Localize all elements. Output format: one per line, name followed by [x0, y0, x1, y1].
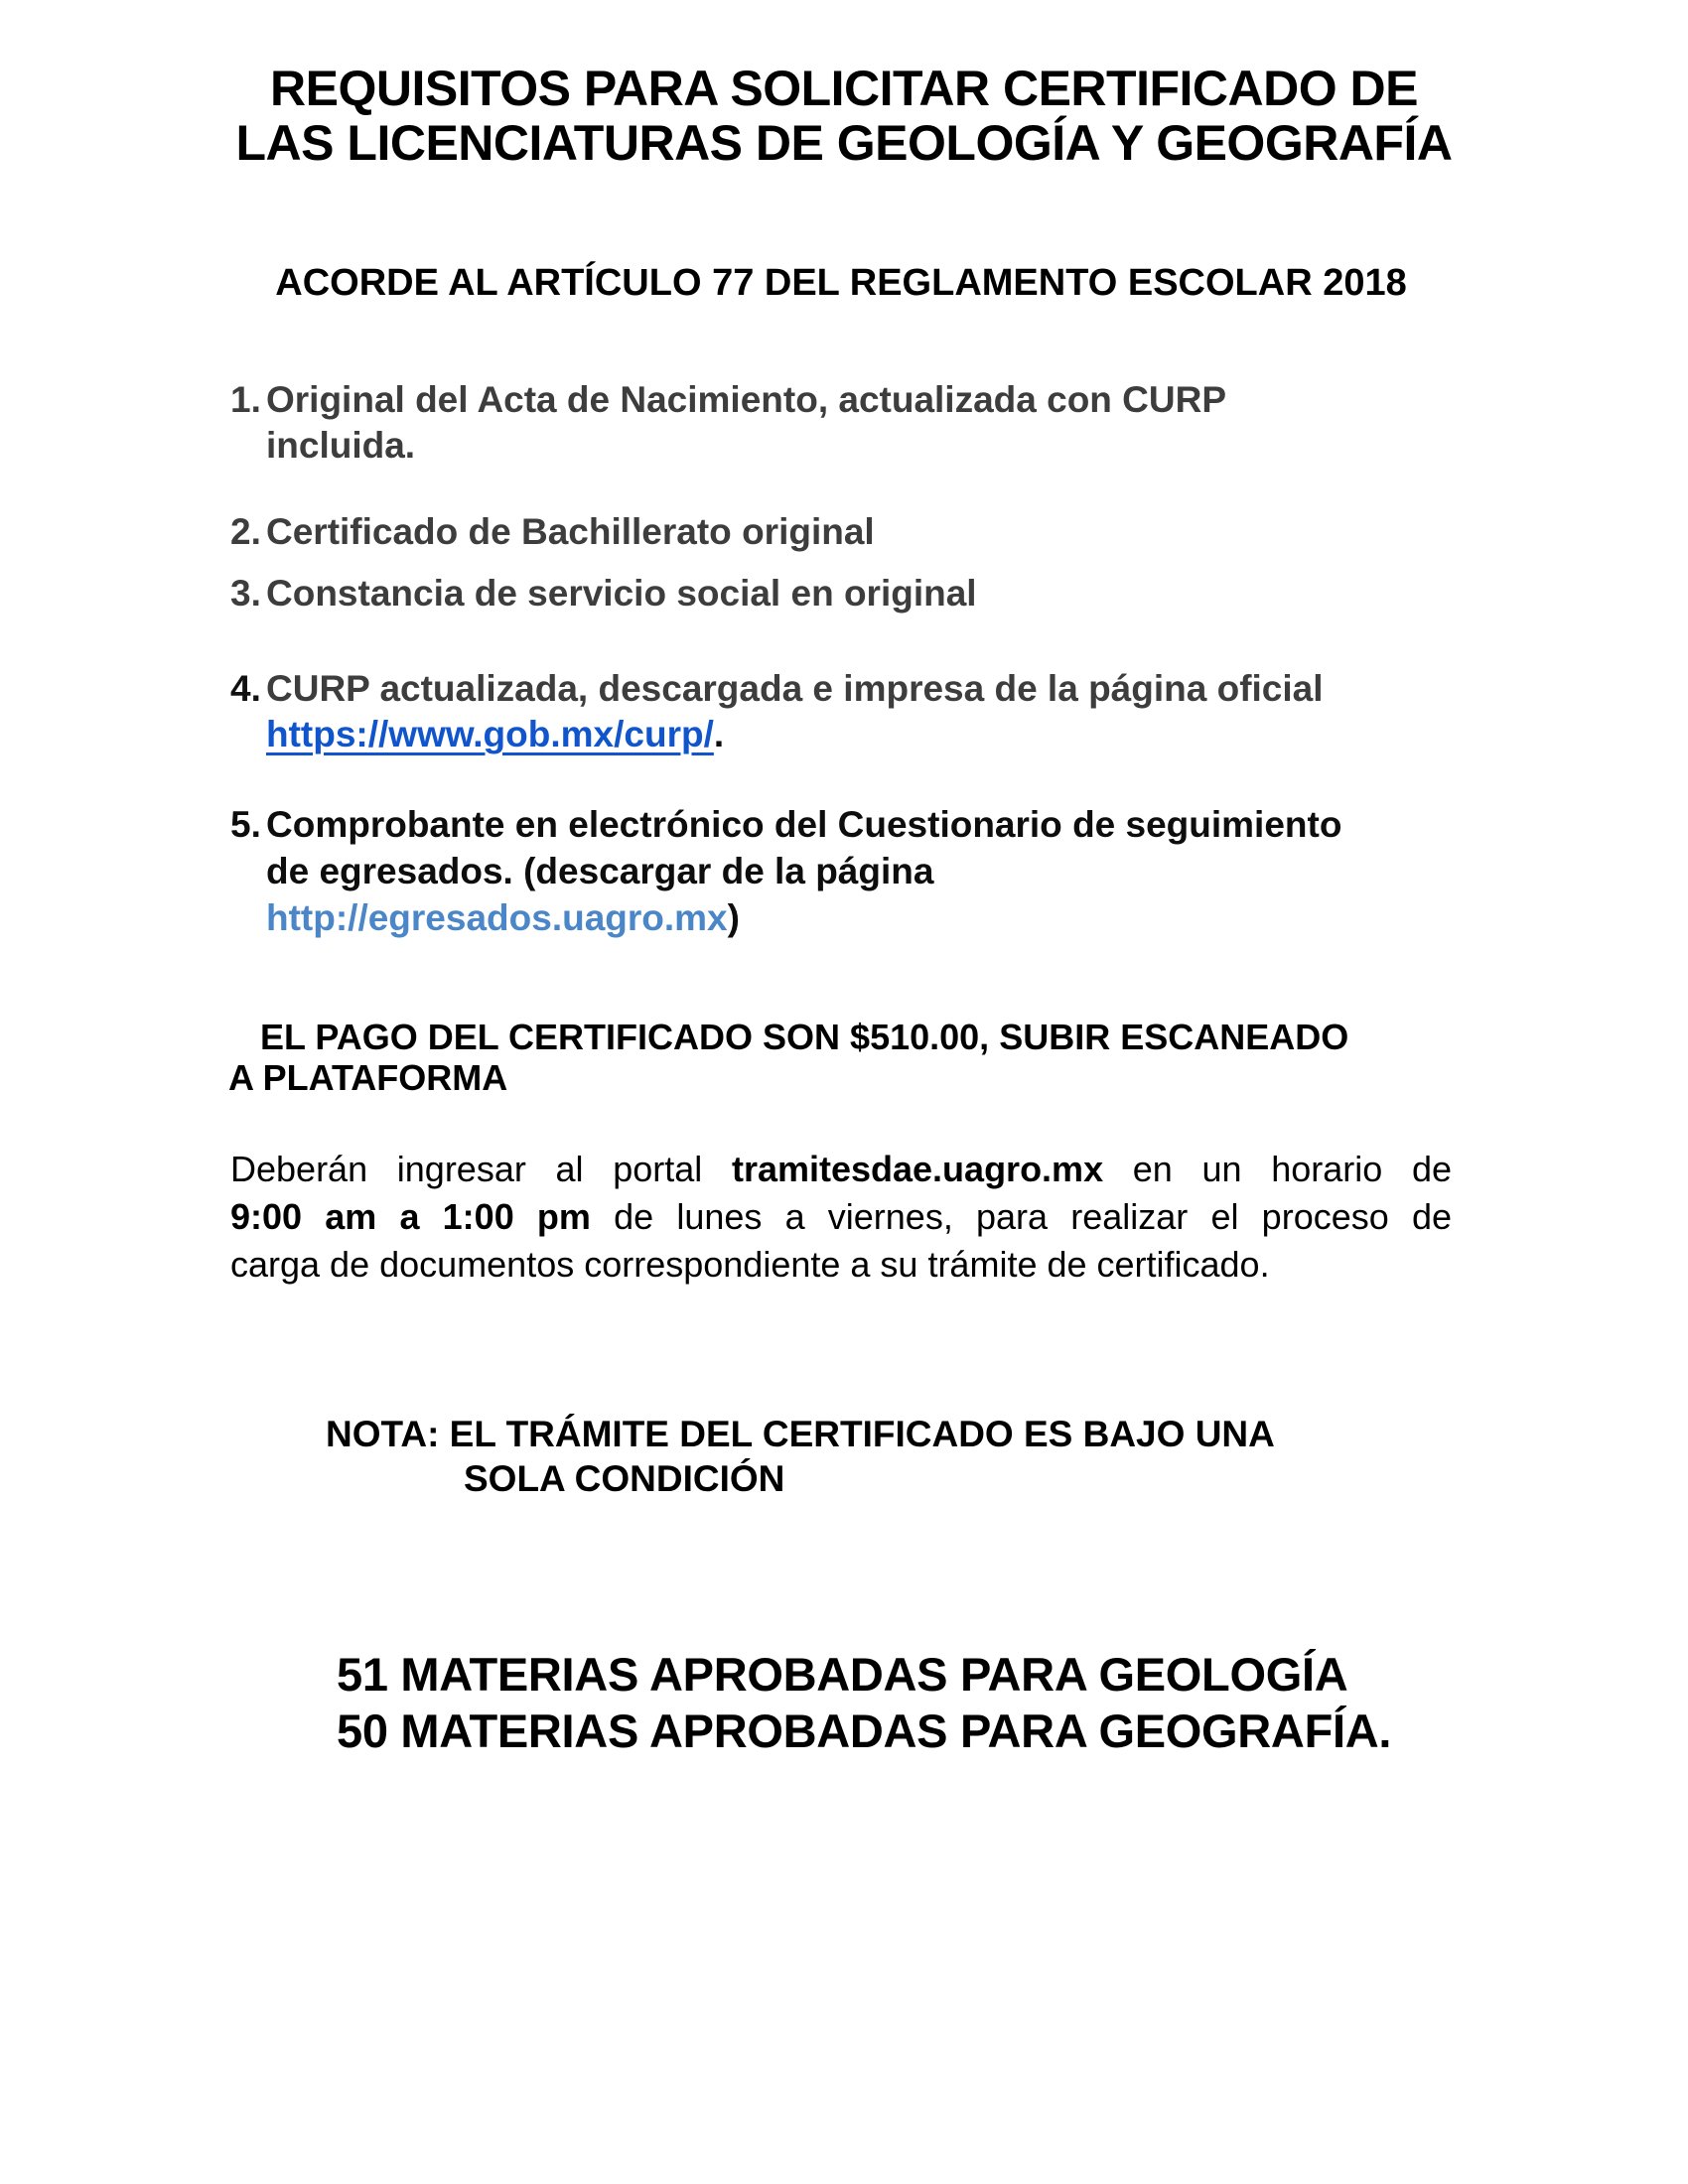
requirement-item-5	[230, 801, 1452, 941]
item-text-line: de egresados. (descargar de la página	[266, 851, 934, 891]
item-text-line: Comprobante en electrónico del Cuestionario de seguimiento	[266, 804, 1342, 845]
item-text	[266, 509, 1452, 555]
payment-heading-line2: A PLATAFORMA	[228, 1057, 508, 1098]
item-text-line: Constancia de servicio social en original	[266, 573, 977, 614]
item-text-line: incluida.	[266, 425, 416, 466]
note-line1: NOTA: EL TRÁMITE DEL CERTIFICADO ES BAJO UNA	[326, 1414, 1275, 1454]
item-text-line	[266, 894, 1452, 941]
egresados-link[interactable]: http://egresados.uagro.mx	[266, 897, 728, 938]
link-suffix: .	[713, 714, 725, 754]
item-number: 2.	[230, 511, 261, 552]
item-text-line	[266, 712, 1452, 757]
payment-heading	[228, 1017, 1460, 1098]
requirement-item-2	[230, 509, 1452, 555]
subtitle-article-77: ACORDE AL ARTÍCULO 77 DEL REGLAMENTO ESCOLAR 2018	[275, 262, 1407, 304]
portal-url-bold: tramitesdae.uagro.mx	[731, 1149, 1104, 1189]
item-number: 3.	[230, 573, 261, 614]
item-text-line: Certificado de Bachillerato original	[266, 511, 875, 552]
condition-geologia: 51 MATERIAS APROBADAS PARA GEOLOGÍA	[337, 1648, 1348, 1701]
payment-heading-line1: EL PAGO DEL CERTIFICADO SON $510.00, SUBIR ESCANEADO	[260, 1017, 1349, 1057]
portal-paragraph-line2	[230, 1193, 1452, 1241]
portal-paragraph	[230, 1146, 1452, 1289]
item-text-line: Original del Acta de Nacimiento, actualizada con CURP	[266, 379, 1227, 420]
note-block	[230, 1412, 1452, 1501]
item-number: 5.	[230, 804, 261, 845]
portal-paragraph-line3: carga de documentos correspondiente a su trámite de certificado.	[230, 1244, 1270, 1285]
paragraph-text: de lunes a viernes, para realizar el proceso de	[590, 1196, 1452, 1237]
link-suffix: )	[727, 897, 740, 938]
item-text	[266, 801, 1452, 941]
note-line2: SOLA CONDICIÓN	[464, 1458, 785, 1499]
item-text	[266, 377, 1452, 469]
schedule-bold: 9:00 am a 1:00 pm	[230, 1196, 591, 1237]
condition-geografia: 50 MATERIAS APROBADAS PARA GEOGRAFÍA.	[337, 1705, 1392, 1757]
item-number: 4.	[230, 668, 261, 709]
paragraph-text: en un horario de	[1103, 1149, 1453, 1189]
item-text-line: CURP actualizada, descargada e impresa de la página oficial	[266, 668, 1324, 709]
document-title-line1: REQUISITOS PARA SOLICITAR CERTIFICADO DE	[270, 61, 1418, 116]
item-text	[266, 666, 1452, 757]
item-text	[266, 571, 1452, 616]
requirement-item-4	[230, 666, 1452, 757]
document-title-line2: LAS LICENCIATURAS DE GEOLOGÍA Y GEOGRAFÍA	[235, 115, 1453, 171]
conditions-block	[230, 1646, 1452, 1759]
portal-paragraph-line1	[230, 1146, 1452, 1193]
item-number: 1.	[230, 379, 261, 420]
paragraph-text: Deberán ingresar al portal	[230, 1149, 732, 1189]
requirement-item-3	[230, 571, 1452, 616]
curp-link[interactable]: https://www.gob.mx/curp/	[266, 714, 714, 754]
requirement-item-1	[230, 377, 1452, 469]
document-title	[0, 62, 1688, 171]
